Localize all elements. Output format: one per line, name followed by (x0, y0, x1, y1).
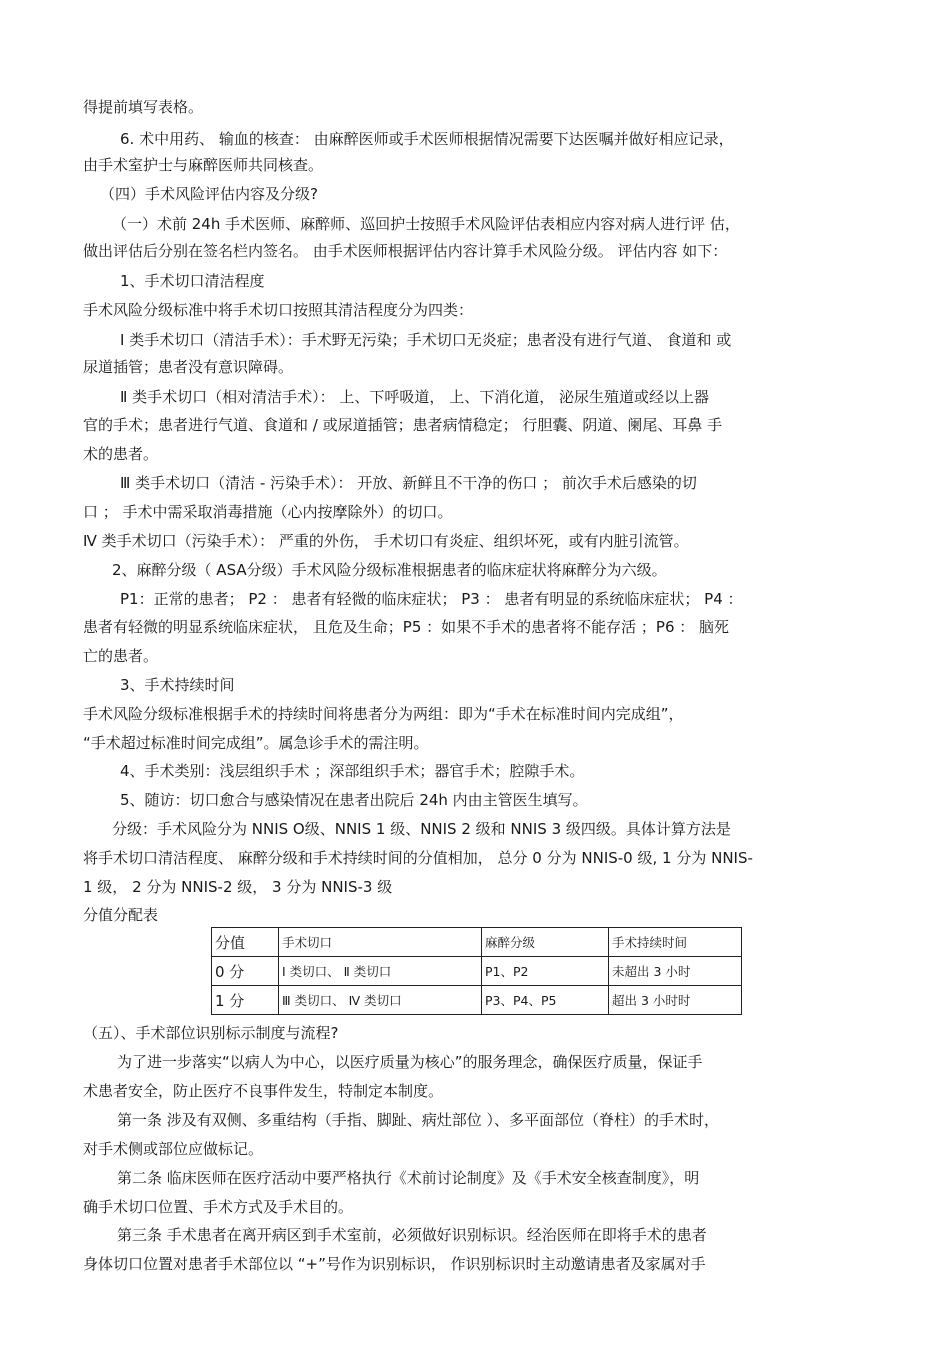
text-line: 6. 术中用药、 输血的核查： 由麻醉医师或手术医师根据情况需要下达医嘱并做好相应记录， (120, 130, 734, 148)
table-cell: P1、P2 (482, 957, 609, 986)
text-line: 1 级， 2 分为 NNIS-2 级， 3 分为 NNIS-3 级 (83, 878, 393, 896)
text-line: 术患者安全，防止医疗不良事件发生，特制定本制度。 (83, 1082, 444, 1100)
text-line: 第三条 手术患者在离开病区到手术室前，必须做好识别标识。经治医师在即将手术的患者 (117, 1226, 707, 1244)
table-cell: 0 分 (212, 957, 279, 986)
table-header-cell: 手术切口 (279, 928, 482, 957)
text-line: Ⅰ 类手术切口（清洁手术）：手术野无污染；手术切口无炎症；患者没有进行气道、 食道和 或 (120, 331, 732, 349)
text-line: 术的患者。 (83, 445, 159, 463)
section-heading: （四）手术风险评估内容及分级? (100, 185, 318, 203)
text-line: 为了进一步落实“以病人为中心，以医疗质量为核心”的服务理念，确保医疗质量，保证手 (117, 1053, 703, 1071)
text-line: Ⅱ 类手术切口（相对清洁手术）： 上、下呼吸道， 上、下消化道， 泌尿生殖道或经以上器 (120, 388, 709, 406)
text-line: 手术风险分级标准中将手术切口按照其清洁程度分为四类： (83, 301, 474, 319)
score-table (211, 927, 742, 1015)
text-line: 手术风险分级标准根据手术的持续时间将患者分为两组：即为“手术在标准时间内完成组”， (83, 705, 684, 723)
text-line: 4、手术类别：浅层组织手术 ；深部组织手术；器官手术；腔隙手术。 (120, 762, 585, 780)
text-line: 第二条 临床医师在医疗活动中要严格执行《术前讨论制度》及《手术安全核查制度》，明 (117, 1169, 700, 1187)
text-line: 由手术室护士与麻醉医师共同核查。 (83, 156, 324, 174)
text-line: 3、手术持续时间 (120, 676, 235, 694)
section-heading: （五）、手术部位识别标示制度与流程? (83, 1024, 339, 1042)
text-line: 得提前填写表格。 (83, 98, 204, 116)
text-line: P1：正常的患者； P2 ： 患者有轻微的临床症状； P3 ： 患者有明显的系统临床症状； P4 ： (120, 590, 743, 608)
text-line: 尿道插管；患者没有意识障碍。 (83, 358, 294, 376)
text-line: 官的手术；患者进行气道、食道和 / 或尿道插管；患者病情稳定； 行胆囊、阴道、阑尾、耳鼻 手 (83, 416, 723, 434)
table-row (212, 957, 742, 986)
text-line: （一）术前 24h 手术医师、麻醉师、巡回护士按照手术风险评估表相应内容对病人进行评 估， (112, 215, 740, 233)
text-line: 分级：手术风险分为 NNIS O级、NNIS 1 级、NNIS 2 级和 NNIS 3 级四级。具体计算方法是 (112, 820, 731, 838)
text-line: 2、麻醉分级（ ASA分级）手术风险分级标准根据患者的临床症状将麻醉分为六级。 (112, 561, 667, 579)
text-line: 对手术侧或部位应做标记。 (83, 1140, 264, 1158)
table-cell: P3、P4、P5 (482, 986, 609, 1015)
text-line: 1、手术切口清洁程度 (120, 272, 265, 290)
text-line: 身体切口位置对患者手术部位以 “+”号作为识别标识， 作识别标识时主动邀请患者及家属对手 (83, 1255, 706, 1273)
table-header-cell: 手术持续时间 (609, 928, 742, 957)
table-header-row (212, 928, 742, 957)
text-line: 亡的患者。 (83, 647, 159, 665)
text-line: 将手术切口清洁程度、 麻醉分级和手术持续时间的分值相加， 总分 0 分为 NNIS-0 级, 1 分为 NNIS- (83, 849, 753, 867)
text-line: 第一条 涉及有双侧、多重结构（手指、脚趾、病灶部位 ）、多平面部位（脊柱）的手术时， (117, 1111, 720, 1129)
table-cell: Ⅰ 类切口、 Ⅱ 类切口 (279, 957, 482, 986)
table-caption: 分值分配表 (83, 906, 159, 924)
table-cell: 1 分 (212, 986, 279, 1015)
text-line: Ⅳ 类手术切口（污染手术）： 严重的外伤， 手术切口有炎症、组织坏死，或有内脏引流管。 (83, 532, 689, 550)
text-line: 做出评估后分别在签名栏内签名。 由手术医师根据评估内容计算手术风险分级。 评估内容 如下： (83, 242, 728, 260)
text-line: 5、随访：切口愈合与感染情况在患者出院后 24h 内由主管医生填写。 (120, 791, 588, 809)
table-cell: 未超出 3 小时 (609, 957, 742, 986)
text-line: “手术超过标准时间完成组”。属急诊手术的需注明。 (83, 734, 429, 752)
text-line: Ⅲ 类手术切口（清洁 - 污染手术）： 开放、新鲜且不干净的伤口 ； 前次手术后感染的切 (120, 474, 697, 492)
table-cell: 超出 3 小时时 (609, 986, 742, 1015)
text-line: 患者有轻微的明显系统临床症状， 且危及生命；P5 ：如果不手术的患者将不能存活 ；P6 ： 脑死 (83, 618, 730, 636)
table-header-cell: 麻醉分级 (482, 928, 609, 957)
table-header-cell: 分值 (212, 928, 279, 957)
text-line: 确手术切口位置、手术方式及手术目的。 (83, 1198, 354, 1216)
text-line: 口 ； 手术中需采取消毒措施（心内按摩除外）的切口。 (83, 503, 453, 521)
table-row (212, 986, 742, 1015)
table-cell: Ⅲ 类切口、 Ⅳ 类切口 (279, 986, 482, 1015)
